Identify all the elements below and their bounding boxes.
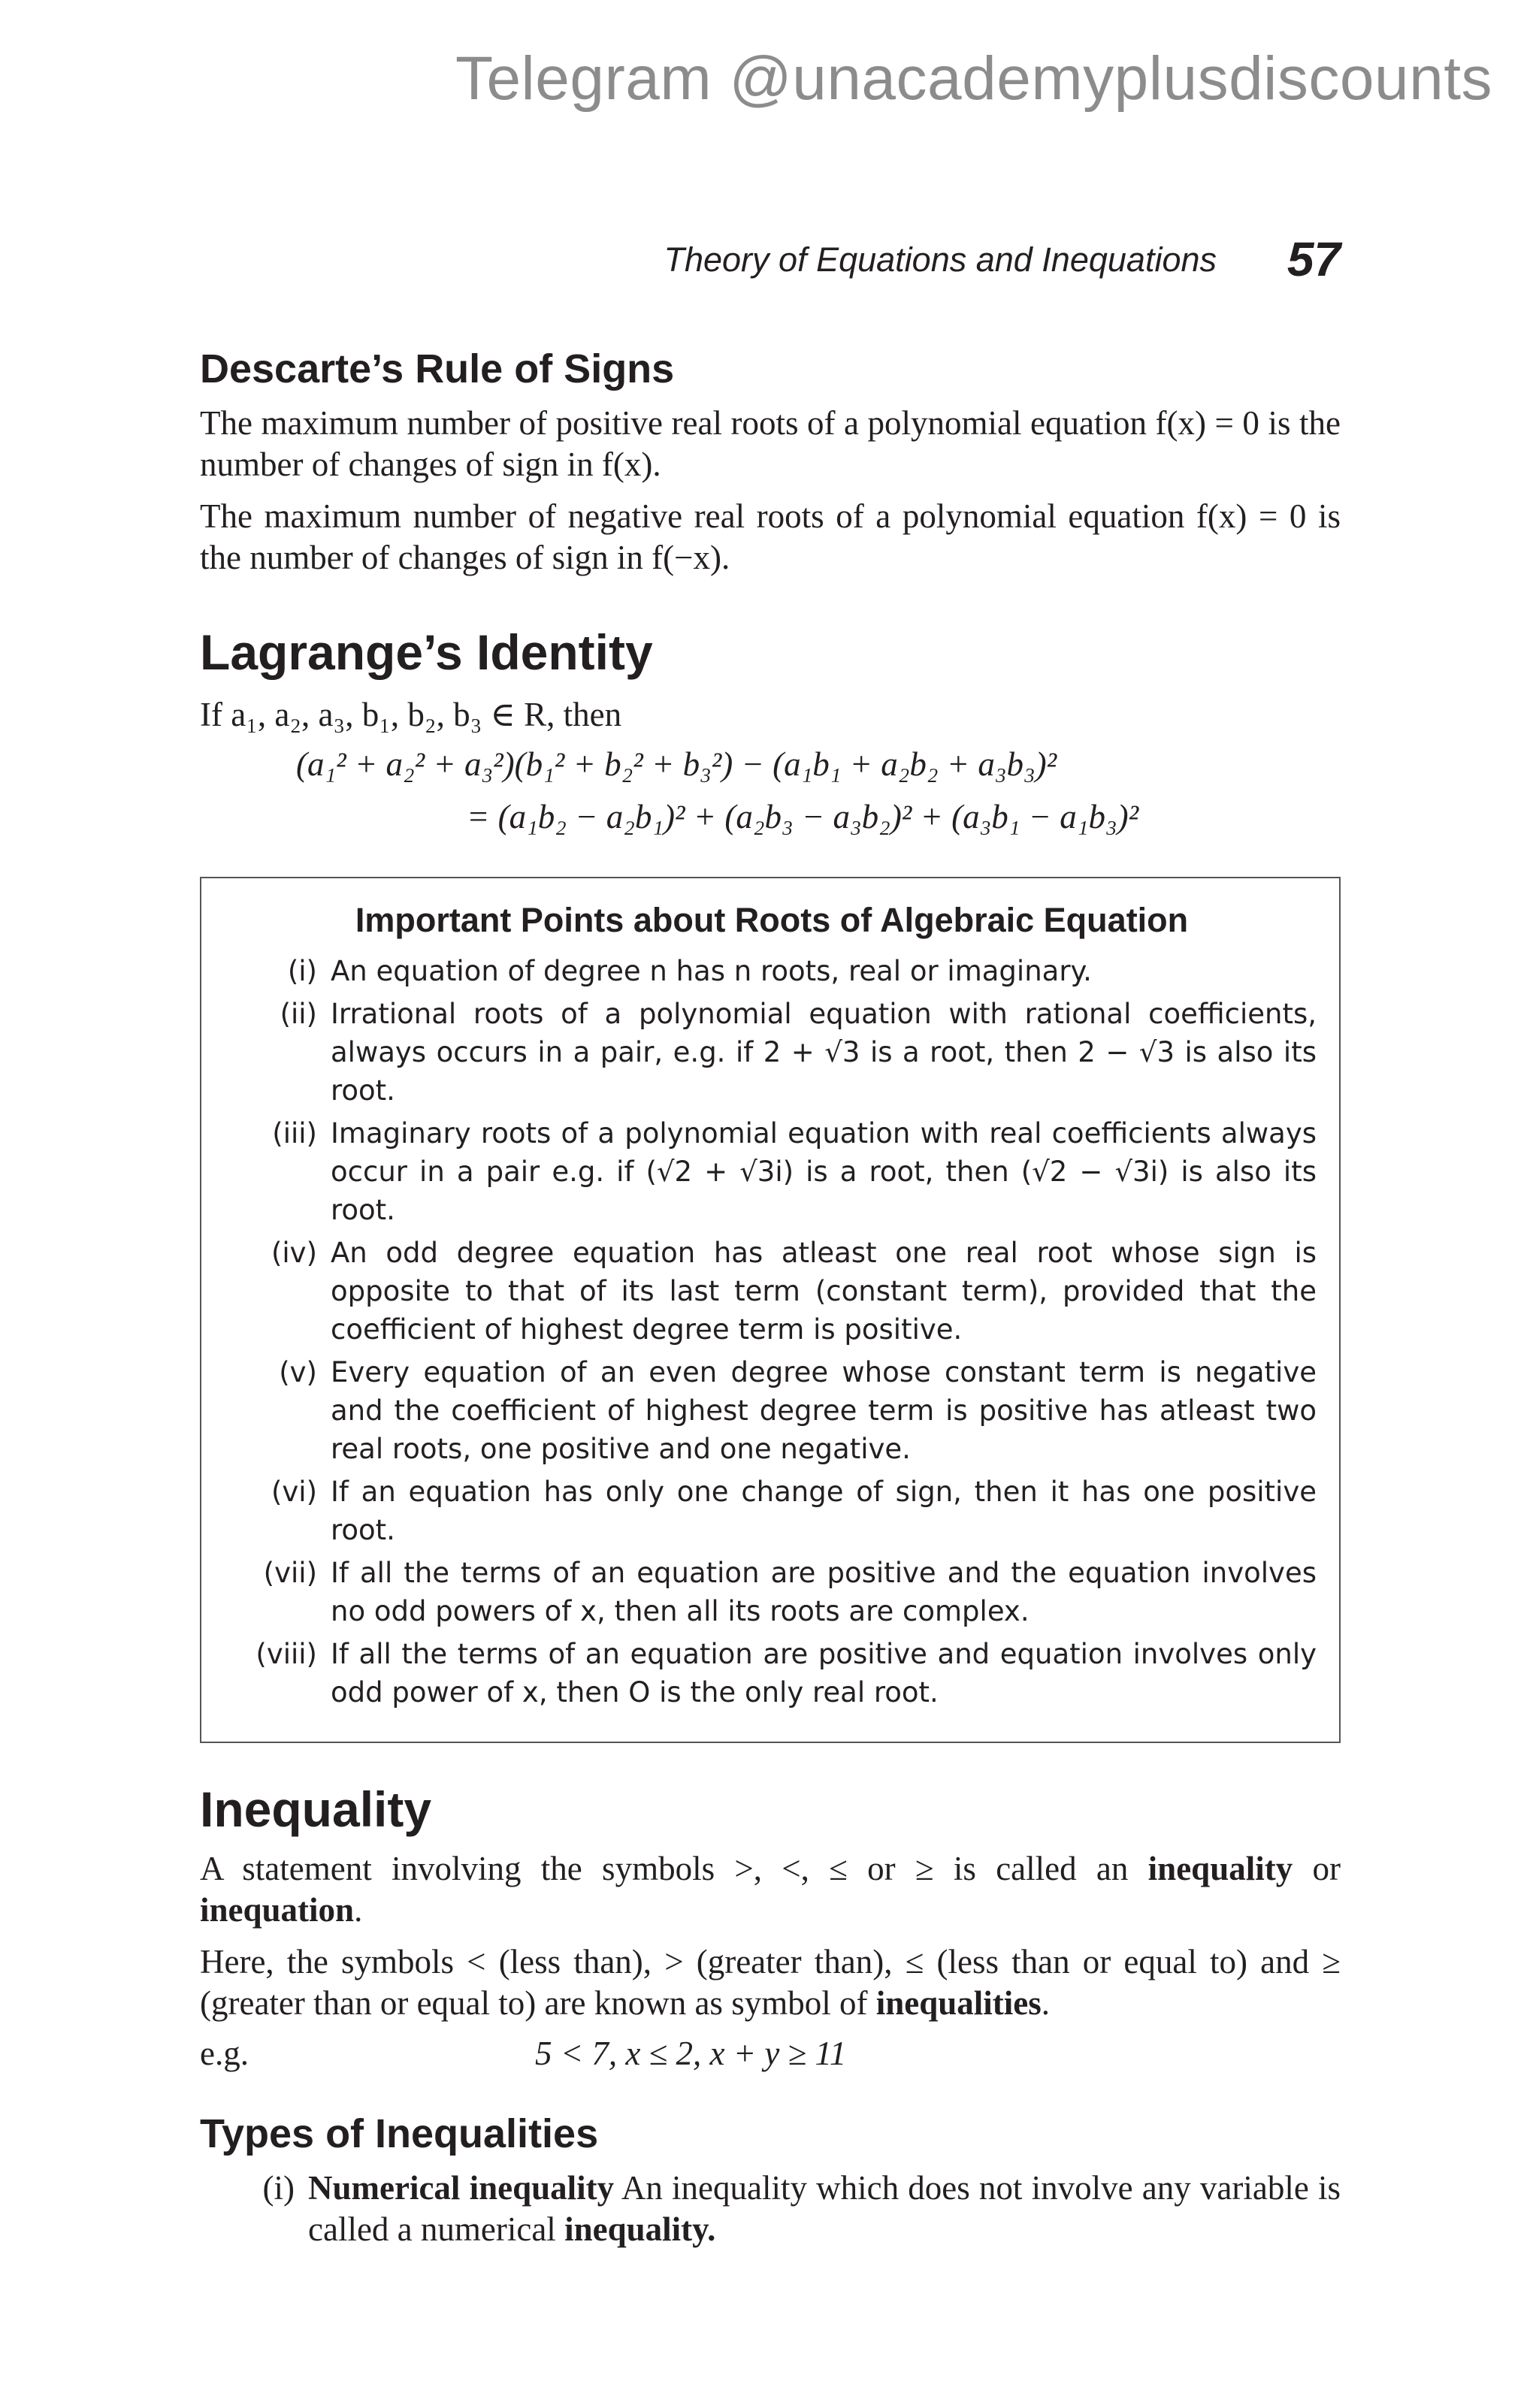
- running-title: Theory of Equations and Inequations: [664, 240, 1217, 279]
- types-section: [200, 2110, 1341, 2250]
- page-content: [200, 346, 1341, 2250]
- lagrange-equation-lhs: (a₁² + a₂² + a₃²)(b₁² + b₂² + b₃²) − (a₁b₁ + a₂b₂ + a₃b₃)²: [296, 745, 1057, 783]
- list-item-number: (v): [279, 1356, 317, 1388]
- list-item-number: (iv): [271, 1237, 317, 1269]
- list-item-number: (viii): [255, 1638, 317, 1670]
- list-item-text: Irrational roots of a polynomial equation with rational coefficients, always occurs in a pair, e.g. if 2 + √3 is a root, then 2 − √3 is also its root.: [331, 998, 1317, 1107]
- list-item: [227, 1635, 1317, 1712]
- example-row: [200, 2033, 1341, 2074]
- list-item: [227, 1554, 1317, 1630]
- inequality-symbols-para: [200, 1941, 1341, 2024]
- text-run: .: [1041, 1984, 1050, 2022]
- text-run: An inequality which does not involve any variable is called a numerical: [308, 2169, 1341, 2248]
- list-item: [227, 1473, 1317, 1549]
- example-label: e.g.: [200, 2035, 249, 2072]
- list-item: [227, 1353, 1317, 1468]
- text-run: or: [1293, 1850, 1341, 1887]
- lagrange-intro: If a₁, a₂, a₃, b₁, b₂, b₃ ∈ R, then: [200, 696, 622, 733]
- list-item-number: (i): [262, 2169, 295, 2207]
- list-item-text: If an equation has only one change of sign, then it has one positive root.: [331, 1476, 1317, 1546]
- types-heading: Types of Inequalities: [200, 2111, 599, 2156]
- list-item-text: Imaginary roots of a polynomial equation with real coefficients always occur in a pair e.g. if (√2 + √3i) is a root, then (√2 − √3i) is also its root.: [331, 1117, 1317, 1226]
- list-item: [227, 952, 1317, 990]
- list-item-text: Every equation of an even degree whose constant term is negative and the coefficient of highest degree term is positive has atleast two real roots, one positive and one negative.: [331, 1356, 1317, 1465]
- descartes-heading: Descarte’s Rule of Signs: [200, 346, 675, 391]
- lagrange-heading: Lagrange’s Identity: [200, 624, 653, 680]
- list-item: [227, 1114, 1317, 1229]
- descartes-section: [200, 346, 1341, 579]
- box-list: [227, 952, 1317, 1712]
- list-item-number: (vi): [271, 1476, 317, 1508]
- text-run: .: [354, 1891, 363, 1929]
- inequality-definition: [200, 1848, 1341, 1931]
- example-expression: 5 < 7, x ≤ 2, x + y ≥ 11: [535, 2035, 847, 2072]
- list-item-text: An equation of degree n has n roots, real or imaginary.: [331, 955, 1092, 987]
- list-item-number: (ii): [280, 998, 317, 1030]
- list-item: [227, 995, 1317, 1110]
- list-item-number: (iii): [272, 1117, 317, 1150]
- bold-term: inequality: [1147, 1850, 1293, 1887]
- list-item-number: (vii): [263, 1557, 317, 1589]
- text-run: Here, the symbols < (less than), > (greater than), ≤ (less than or equal to) and ≥ (greater than or equal to) are known as symbol of: [200, 1943, 1341, 2022]
- list-item-text: An odd degree equation has atleast one real root whose sign is opposite to that of its last term (constant term), provided that the coefficient of highest degree term is positive.: [331, 1237, 1317, 1346]
- lagrange-section: [200, 624, 1341, 839]
- lagrange-equation-rhs: = (a₁b₂ − a₂b₁)² + (a₂b₃ − a₃b₂)² + (a₃b₁ − a₁b₃)²: [467, 798, 1139, 835]
- running-header: [200, 231, 1341, 299]
- list-item-text: [308, 2168, 1341, 2250]
- descartes-para-negative: The maximum number of negative real roots of a polynomial equation f(x) = 0 is the number of changes of sign in f(−x).: [200, 497, 1341, 576]
- important-points-box: [200, 877, 1341, 1743]
- list-item-text: If all the terms of an equation are positive and the equation involves no odd powers of x, then all its roots are complex.: [331, 1557, 1317, 1627]
- bold-term: Numerical inequality: [308, 2169, 615, 2207]
- bold-term: inequality.: [564, 2210, 716, 2248]
- watermark: Telegram @unacademyplusdiscounts: [455, 44, 1492, 113]
- page-number: 57: [1287, 232, 1341, 286]
- box-title: Important Points about Roots of Algebraic Equation: [355, 901, 1189, 939]
- text-run: A statement involving the symbols >, <, ≤ or ≥ is called an: [200, 1850, 1148, 1887]
- descartes-para-positive: The maximum number of positive real roots of a polynomial equation f(x) = 0 is the number of changes of sign in f(x).: [200, 404, 1341, 483]
- list-item: [200, 2168, 1341, 2250]
- list-item: [227, 1234, 1317, 1349]
- list-item-text: If all the terms of an equation are positive and equation involves only odd power of x, then O is the only real root.: [331, 1638, 1317, 1709]
- inequality-heading: Inequality: [200, 1781, 432, 1837]
- list-item-number: (i): [287, 955, 317, 987]
- bold-term: inequalities: [875, 1984, 1042, 2022]
- bold-term: inequation: [200, 1891, 355, 1929]
- inequality-section: [200, 1781, 1341, 2074]
